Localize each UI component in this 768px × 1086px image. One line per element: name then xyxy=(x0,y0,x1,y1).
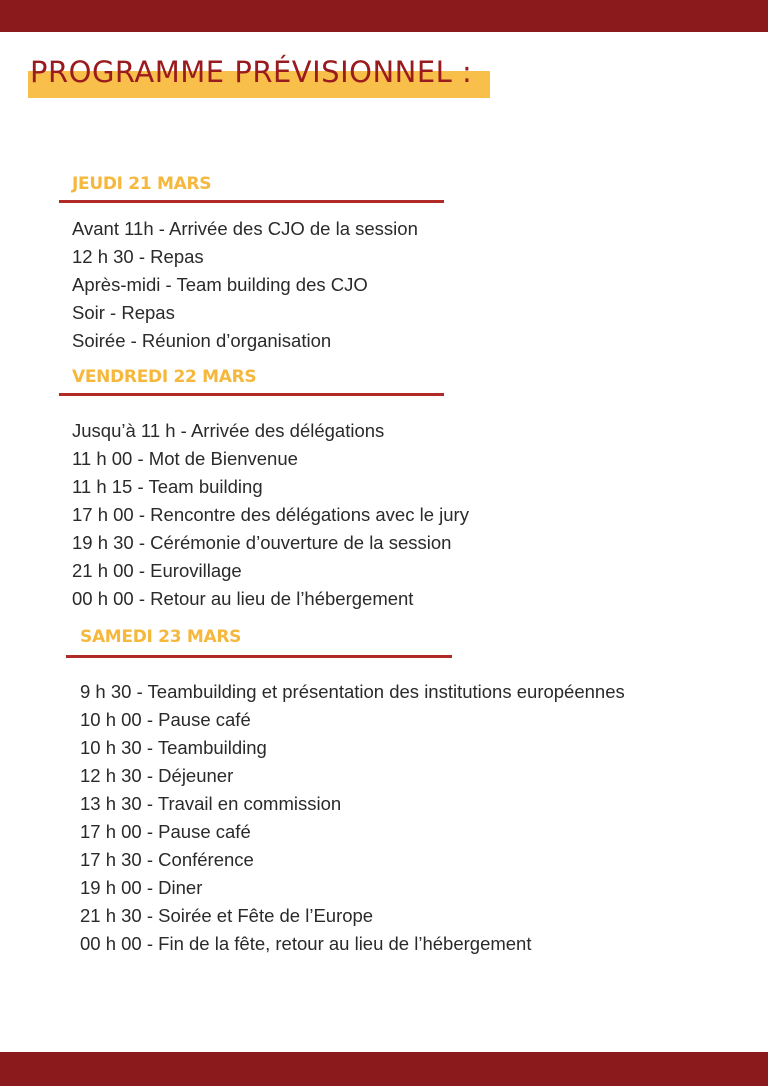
day-heading-samedi: SAMEDI 23 MARS xyxy=(80,627,242,647)
schedule-item: Soir - Repas xyxy=(72,302,175,323)
schedule-item: 17 h 00 - Rencontre des délégations avec le jury xyxy=(72,504,469,525)
schedule-item: 00 h 00 - Fin de la fête, retour au lieu de l’hébergement xyxy=(80,933,532,954)
day-heading-vendredi: VENDREDI 22 MARS xyxy=(72,367,257,387)
schedule-item: 11 h 00 - Mot de Bienvenue xyxy=(72,448,298,469)
schedule-list-samedi xyxy=(80,678,625,958)
schedule-item: 19 h 30 - Cérémonie d’ouverture de la session xyxy=(72,532,452,553)
day-divider xyxy=(59,200,444,203)
top-band xyxy=(0,0,768,32)
schedule-item: 12 h 30 - Repas xyxy=(72,246,204,267)
schedule-item: 17 h 30 - Conférence xyxy=(80,849,254,870)
schedule-item: 12 h 30 - Déjeuner xyxy=(80,765,234,786)
schedule-item: 10 h 30 - Teambuilding xyxy=(80,737,267,758)
page-title: PROGRAMME PRÉVISIONNEL : xyxy=(30,55,473,89)
schedule-item: 21 h 00 - Eurovillage xyxy=(72,560,242,581)
day-heading-jeudi: JEUDI 21 MARS xyxy=(72,174,212,194)
schedule-item: 00 h 00 - Retour au lieu de l’hébergement xyxy=(72,588,414,609)
schedule-item: Soirée - Réunion d’organisation xyxy=(72,330,332,351)
schedule-item: 21 h 30 - Soirée et Fête de l’Europe xyxy=(80,905,374,926)
schedule-item: 13 h 30 - Travail en commission xyxy=(80,793,342,814)
schedule-item: Avant 11h - Arrivée des CJO de la session xyxy=(72,218,418,239)
schedule-item: 19 h 00 - Diner xyxy=(80,877,203,898)
day-divider xyxy=(66,655,452,658)
day-divider xyxy=(59,393,444,396)
schedule-item: 10 h 00 - Pause café xyxy=(80,709,251,730)
schedule-item: Jusqu’à 11 h - Arrivée des délégations xyxy=(72,420,385,441)
schedule-list-jeudi xyxy=(72,215,418,355)
schedule-list-vendredi xyxy=(72,417,469,613)
schedule-item: 11 h 15 - Team building xyxy=(72,476,263,497)
bottom-band xyxy=(0,1052,768,1086)
schedule-item: 9 h 30 - Teambuilding et présentation des institutions européennes xyxy=(80,681,625,702)
schedule-item: 17 h 00 - Pause café xyxy=(80,821,251,842)
schedule-item: Après-midi - Team building des CJO xyxy=(72,274,368,295)
